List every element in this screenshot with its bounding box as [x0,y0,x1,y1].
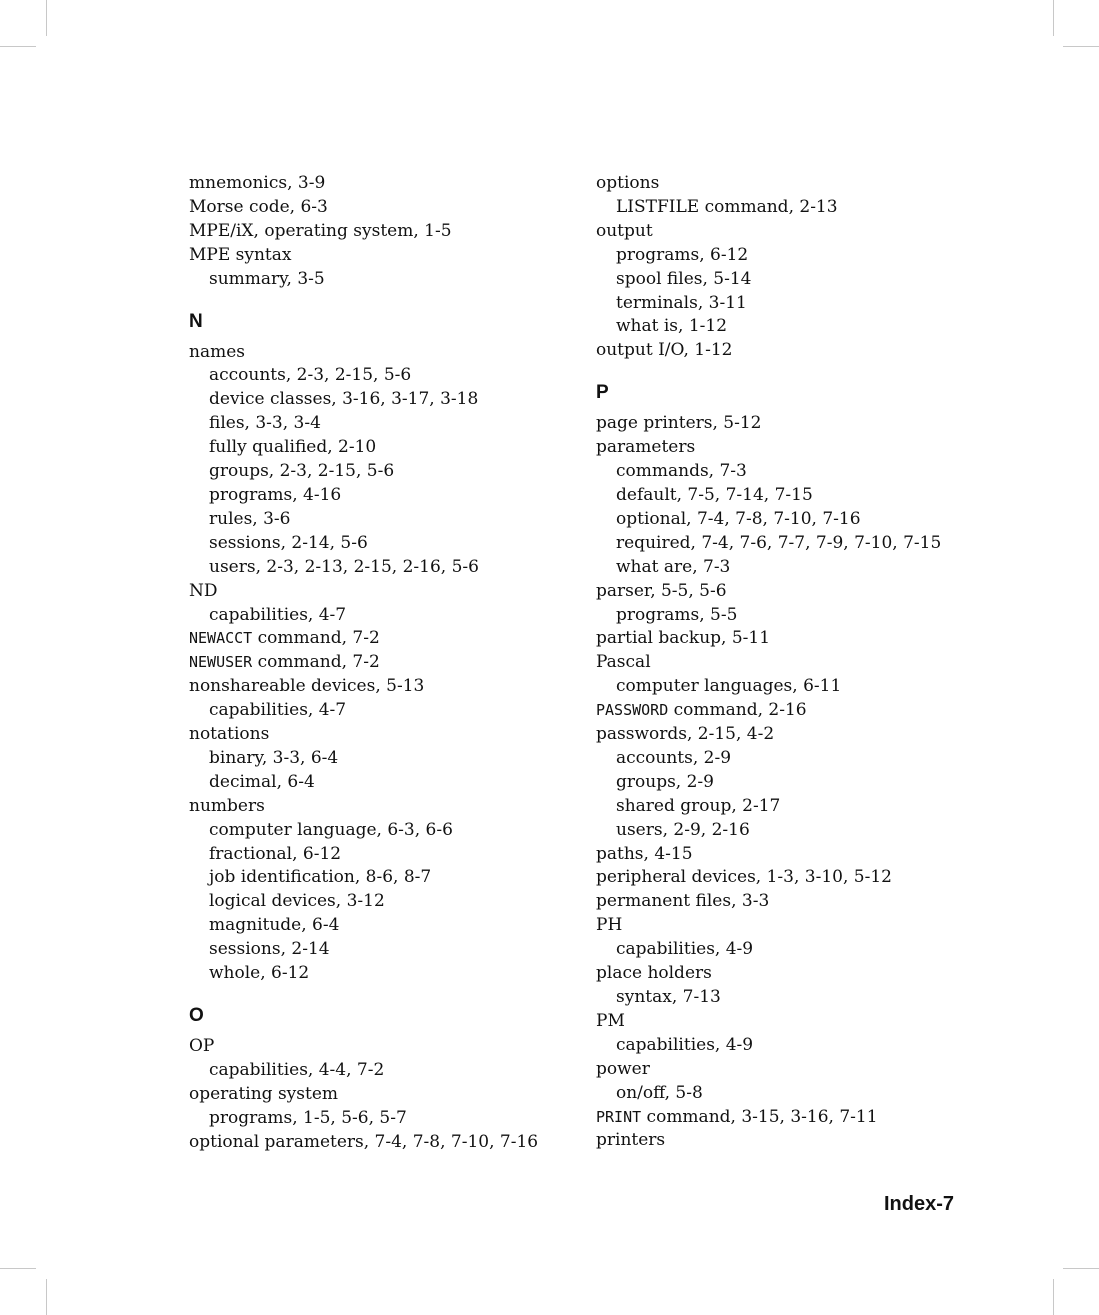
index-entry: output I/O, 1-12 [596,340,733,361]
index-subentry: summary, 3-5 [209,268,325,289]
command-name: NEWACCT [189,629,253,648]
index-subentry: capabilities, 4-4, 7-2 [209,1059,385,1080]
index-entry: ND [189,580,218,601]
index-subentry: default, 7-5, 7-14, 7-15 [616,484,813,505]
index-subentry: fractional, 6-12 [209,843,342,864]
index-subentry: rules, 3-6 [209,508,291,529]
index-subentry: LISTFILE command, 2-13 [616,196,838,217]
index-entry: paths, 4-15 [596,843,693,864]
index-subentry: capabilities, 4-7 [209,700,347,721]
index-entry-text: command, 7-2 [252,652,380,673]
index-subentry: programs, 1-5, 5-6, 5-7 [209,1107,407,1128]
index-entry: peripheral devices, 1-3, 3-10, 5-12 [596,867,892,888]
index-subentry: commands, 7-3 [616,461,747,482]
index-subentry: fully qualified, 2-10 [209,437,377,458]
index-entry: nonshareable devices, 5-13 [189,676,425,697]
index-subentry: magnitude, 6-4 [209,915,340,936]
index-entry-command [596,1106,976,1130]
crop-mark-bottom-right-horizontal [1063,1268,1099,1269]
page-number: Index-7 [884,1193,955,1215]
index-subentry: computer languages, 6-11 [616,676,842,697]
index-subentry: users, 2-3, 2-13, 2-15, 2-16, 5-6 [209,556,479,577]
index-entry: numbers [189,795,265,816]
index-subentry: whole, 6-12 [209,963,310,984]
index-entry: options [596,173,660,193]
index-entry: notations [189,724,270,745]
index-entry: passwords, 2-15, 4-2 [596,724,775,745]
index-subentry: job identification, 8-6, 8-7 [209,867,432,888]
index-subentry: device classes, 3-16, 3-17, 3-18 [209,389,479,410]
index-entry: OP [189,1036,215,1056]
section-heading: O [189,1005,204,1026]
index-subentry: required, 7-4, 7-6, 7-7, 7-9, 7-10, 7-15 [616,532,942,553]
index-subentry: files, 3-3, 3-4 [209,413,321,434]
index-subentry: sessions, 2-14 [209,939,330,960]
crop-mark-top-right-horizontal [1063,46,1099,47]
index-entry: Morse code, 6-3 [189,196,328,217]
index-subentry: capabilities, 4-9 [616,939,754,960]
index-entry: parser, 5-5, 5-6 [596,580,727,601]
index-entry: partial backup, 5-11 [596,628,771,649]
index-entry: optional parameters, 7-4, 7-8, 7-10, 7-16 [189,1131,539,1152]
crop-mark-top-left-vertical [46,0,47,36]
index-entry-command [596,699,976,723]
command-name: PASSWORD [596,701,669,720]
index-subentry: groups, 2-9 [616,771,714,792]
index-entry: Pascal [596,652,651,673]
index-subentry: programs, 4-16 [209,484,342,505]
index-entry: output [596,220,653,241]
index-entry: PH [596,915,623,936]
index-subentry: groups, 2-3, 2-15, 5-6 [209,461,395,482]
index-subentry: binary, 3-3, 6-4 [209,747,339,768]
index-entry: page printers, 5-12 [596,413,762,434]
index-subentry: shared group, 2-17 [616,795,781,816]
index-left-column [189,172,569,1155]
index-entry-command [189,627,569,651]
index-entry: operating system [189,1083,339,1104]
index-subentry: accounts, 2-9 [616,747,732,768]
command-name: PRINT [596,1107,642,1126]
index-subentry: terminals, 3-11 [616,292,747,313]
crop-mark-bottom-left-vertical [46,1279,47,1315]
index-subentry: spool files, 5-14 [616,268,752,289]
index-subentry: syntax, 7-13 [616,987,721,1007]
section-heading: N [189,310,203,332]
index-subentry: capabilities, 4-9 [616,1034,754,1055]
index-subentry: what are, 7-3 [616,556,731,577]
index-subentry: what is, 1-12 [616,316,728,337]
crop-mark-bottom-left-horizontal [0,1268,36,1269]
index-entry-text: command, 2-16 [668,700,807,721]
index-subentry: on/off, 5-8 [616,1082,703,1103]
index-entry-command [189,651,569,675]
command-name: NEWUSER [189,653,253,672]
index-subentry: users, 2-9, 2-16 [616,819,750,840]
crop-mark-top-left-horizontal [0,46,36,47]
section-heading: P [596,382,609,404]
index-entry: MPE syntax [189,244,292,265]
index-entry: power [596,1058,650,1079]
index-subentry: capabilities, 4-7 [209,604,347,625]
crop-mark-top-right-vertical [1053,0,1054,36]
index-entry: PM [596,1010,625,1031]
index-right-column [596,172,976,1153]
index-subentry: logical devices, 3-12 [209,891,385,912]
index-subentry: decimal, 6-4 [209,771,315,792]
index-entry: MPE/iX, operating system, 1-5 [189,220,452,241]
index-subentry: optional, 7-4, 7-8, 7-10, 7-16 [616,508,861,529]
index-entry: parameters [596,437,696,458]
index-subentry: sessions, 2-14, 5-6 [209,532,368,553]
index-entry-text: command, 3-15, 3-16, 7-11 [641,1106,878,1127]
index-entry: printers [596,1130,666,1151]
index-entry-text: command, 7-2 [252,628,380,649]
index-entry: permanent files, 3-3 [596,891,770,912]
index-entry: names [189,341,245,362]
index-subentry: accounts, 2-3, 2-15, 5-6 [209,365,412,386]
index-entry: place holders [596,963,712,984]
crop-mark-bottom-right-vertical [1053,1279,1054,1315]
index-subentry: computer language, 6-3, 6-6 [209,819,453,840]
index-subentry: programs, 5-5 [616,604,738,625]
index-entry: mnemonics, 3-9 [189,173,326,193]
index-subentry: programs, 6-12 [616,244,749,265]
